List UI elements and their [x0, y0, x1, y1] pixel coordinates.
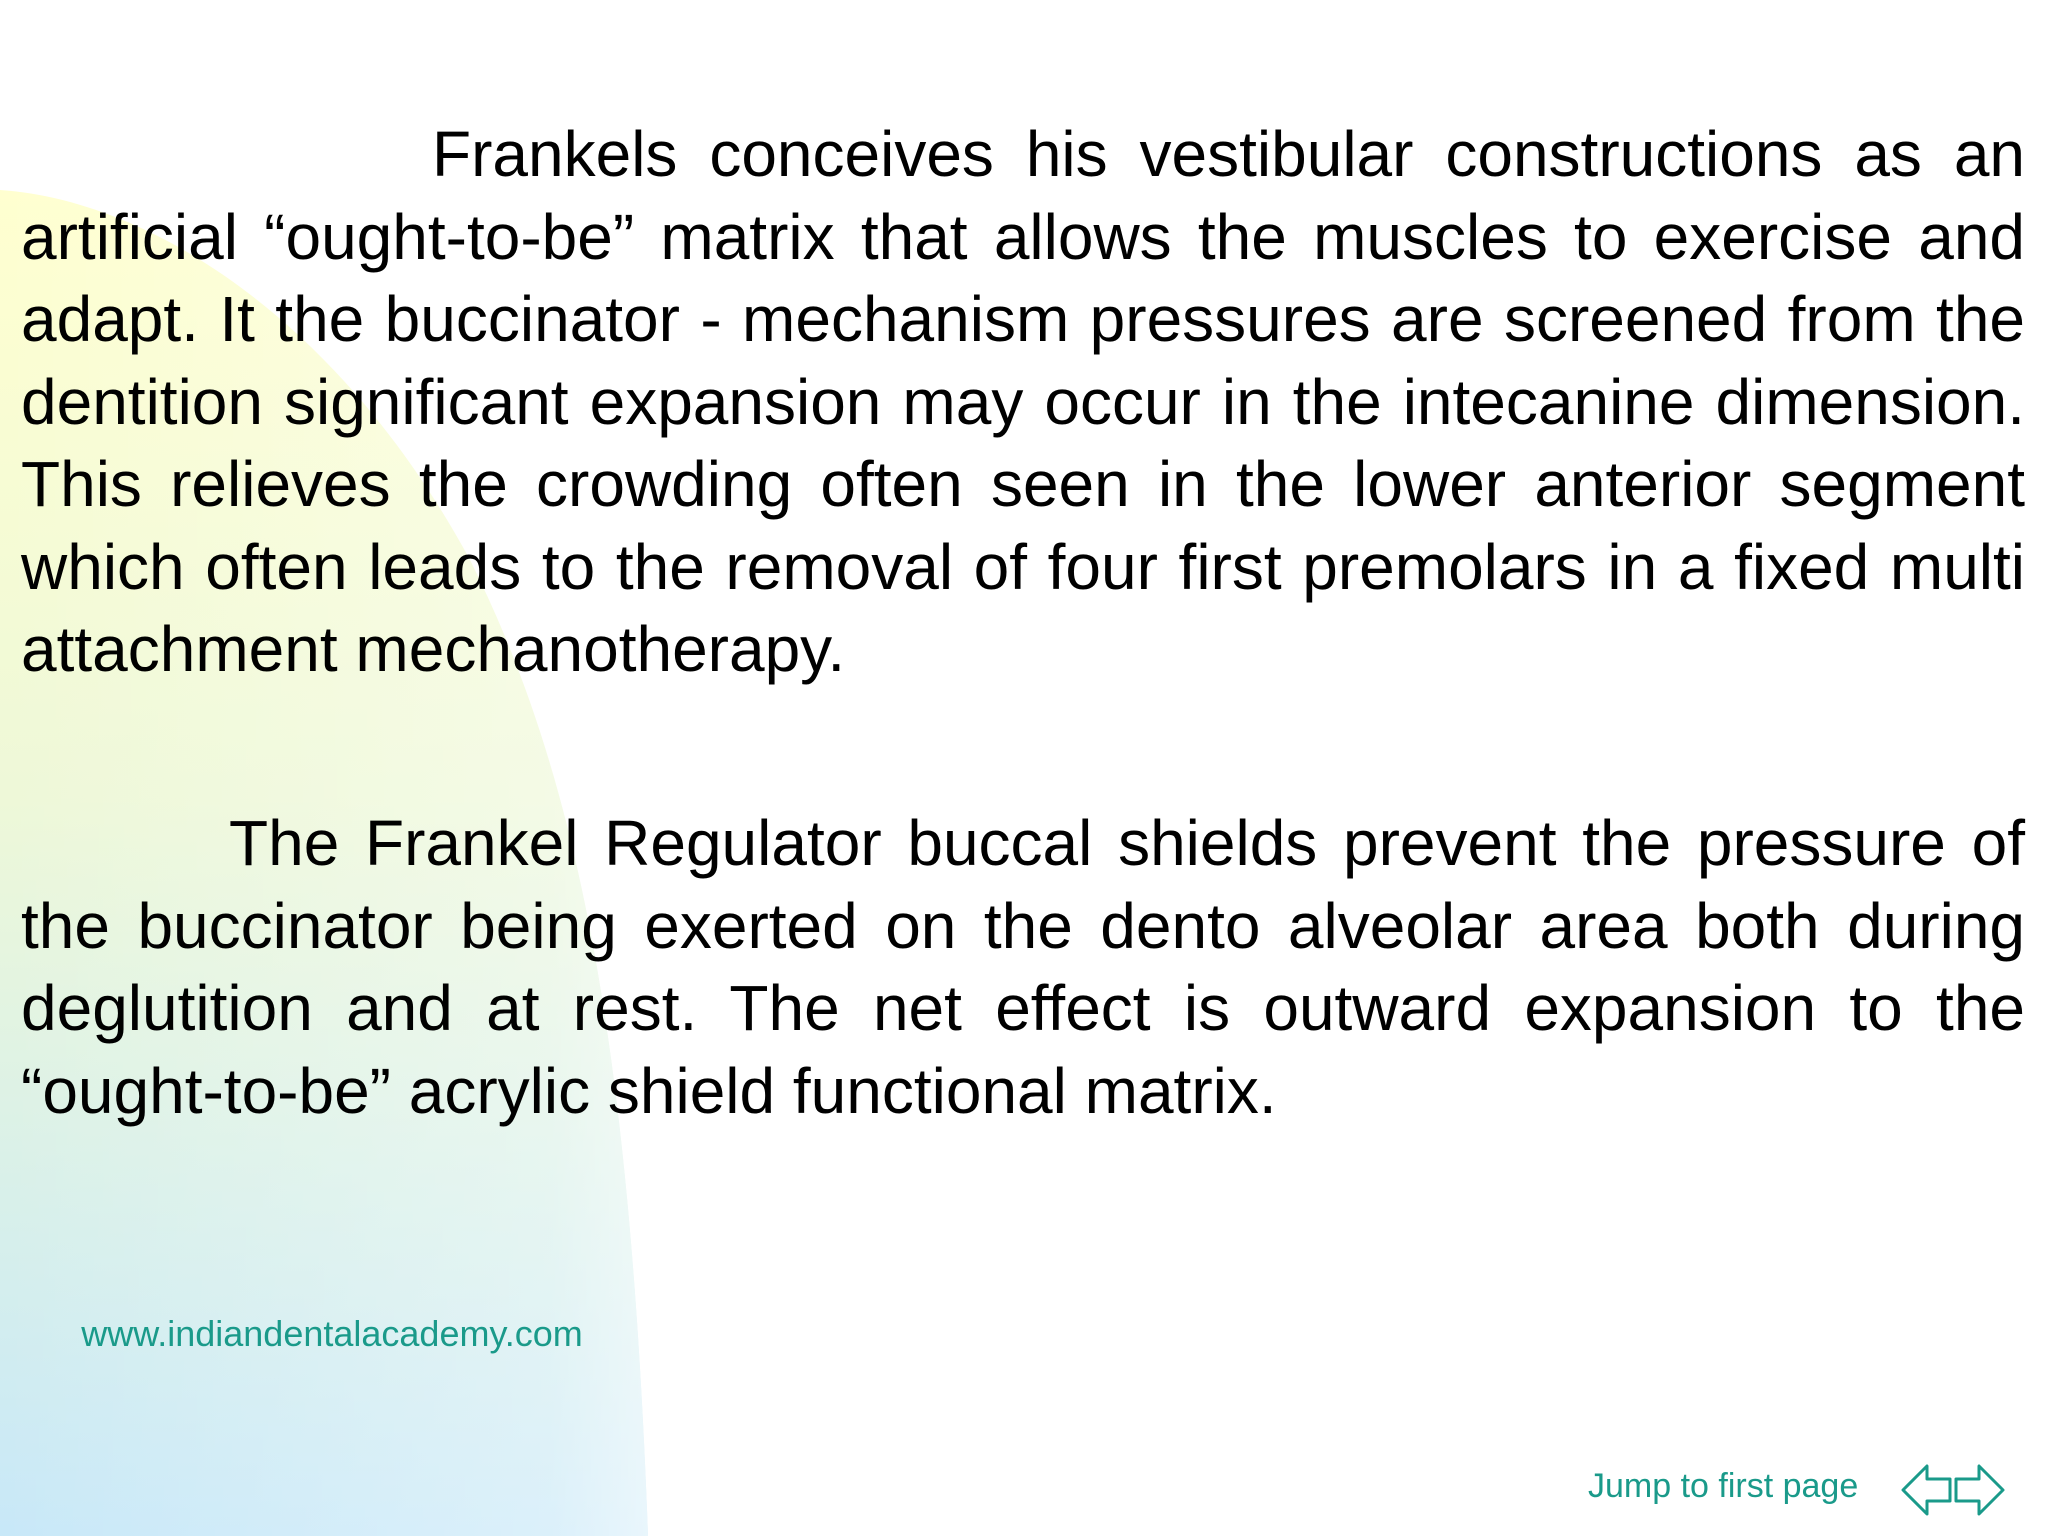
slide-navigation [1900, 1460, 2006, 1520]
website-footer-link[interactable]: www.indiandentalacademy.com [81, 1313, 583, 1354]
body-paragraph-1: Frankels conceives his vestibular constructions as an artificial “ought-to-be” matrix that allows the muscles to exercise and adapt. It the buccinator - mechanism pressures are screened from the dentition significant expansion may occur in the intecanine dimension. This relieves the crowding often seen in the lower anterior segment which often leads to the removal of four first premolars in a fixed multi attachment mechanotherapy. [21, 118, 2025, 685]
jump-to-first-page-link[interactable]: Jump to first page [1588, 1467, 1859, 1505]
arrow-right-outline-icon[interactable] [1953, 1460, 2006, 1520]
arrow-left-outline-icon[interactable] [1900, 1460, 1953, 1520]
body-paragraph-2: The Frankel Regulator buccal shields prevent the pressure of the buccinator being exerted on the dento alveolar area both during deglutition and at rest. The net effect is outward expansion to the “ought-to-be” acrylic shield functional matrix. [21, 807, 2025, 1127]
